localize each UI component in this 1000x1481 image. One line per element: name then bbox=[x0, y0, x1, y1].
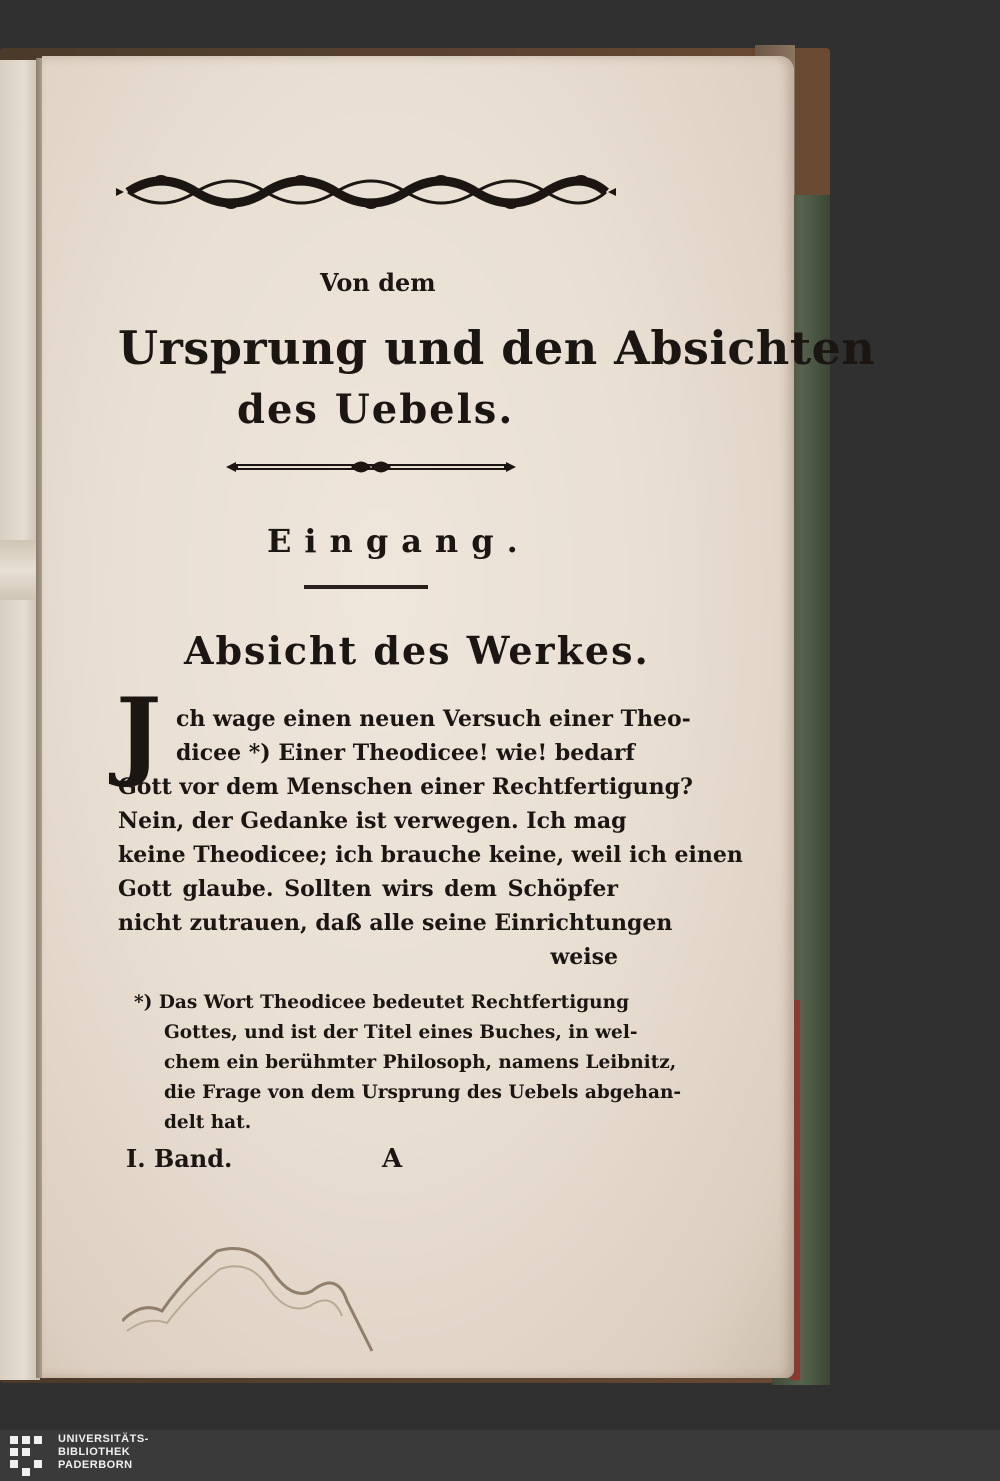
page-title: Ursprung und den Absichten bbox=[118, 321, 876, 375]
footnote-line: Gottes, und ist der Titel eines Buches, in wel- bbox=[164, 1022, 638, 1043]
body-line: ch wage einen neuen Versuch einer Theo- bbox=[176, 706, 691, 732]
catchword: weise bbox=[550, 944, 618, 970]
drop-cap: J bbox=[116, 677, 162, 790]
library-footer bbox=[0, 1430, 1000, 1481]
left-page-edge bbox=[0, 60, 40, 1380]
book-page bbox=[42, 56, 876, 1378]
chapter-heading: Absicht des Werkes. bbox=[184, 628, 650, 673]
page-subtitle: des Uebels. bbox=[237, 386, 515, 433]
footnote-line: chem ein berühmter Philosoph, namens Leibnitz, bbox=[164, 1052, 677, 1073]
footnote-line: *) Das Wort Theodicee bedeutet Rechtfertigung bbox=[134, 992, 630, 1013]
body-line: dicee *) Einer Theodicee! wie! bedarf bbox=[176, 740, 635, 766]
body-line: Nein, der Gedanke ist verwegen. Ich mag bbox=[118, 808, 627, 834]
ornament-vine-icon bbox=[116, 168, 616, 216]
body-line: keine Theodicee; ich brauche keine, weil ich einen bbox=[118, 842, 743, 868]
section-heading: Eingang. bbox=[267, 522, 531, 560]
page-damage-icon bbox=[122, 1241, 422, 1361]
left-page-fold bbox=[0, 540, 38, 600]
footnote-line: die Frage von dem Ursprung des Uebels abgehan- bbox=[164, 1082, 682, 1103]
volume-signature: I. Band. bbox=[126, 1144, 233, 1173]
divider-rule bbox=[304, 585, 428, 589]
sheet-signature: A bbox=[382, 1144, 403, 1174]
body-line: nicht zutrauen, daß alle seine Einrichtungen bbox=[118, 910, 673, 936]
library-logo-icon bbox=[8, 1434, 48, 1478]
library-name-line: PADERBORN bbox=[58, 1459, 133, 1471]
ornament-rule-icon bbox=[226, 456, 516, 478]
body-line: Gott glaube. Sollten wirs dem Schöpfer bbox=[118, 876, 618, 902]
heading-small: Von dem bbox=[320, 268, 436, 297]
library-name-line: BIBLIOTHEK bbox=[58, 1446, 131, 1458]
footnote-line: delt hat. bbox=[164, 1112, 252, 1133]
library-name bbox=[58, 1433, 149, 1472]
library-name-line: UNIVERSITÄTS- bbox=[58, 1433, 149, 1445]
body-line: Gott vor dem Menschen einer Rechtfertigung? bbox=[118, 774, 693, 800]
